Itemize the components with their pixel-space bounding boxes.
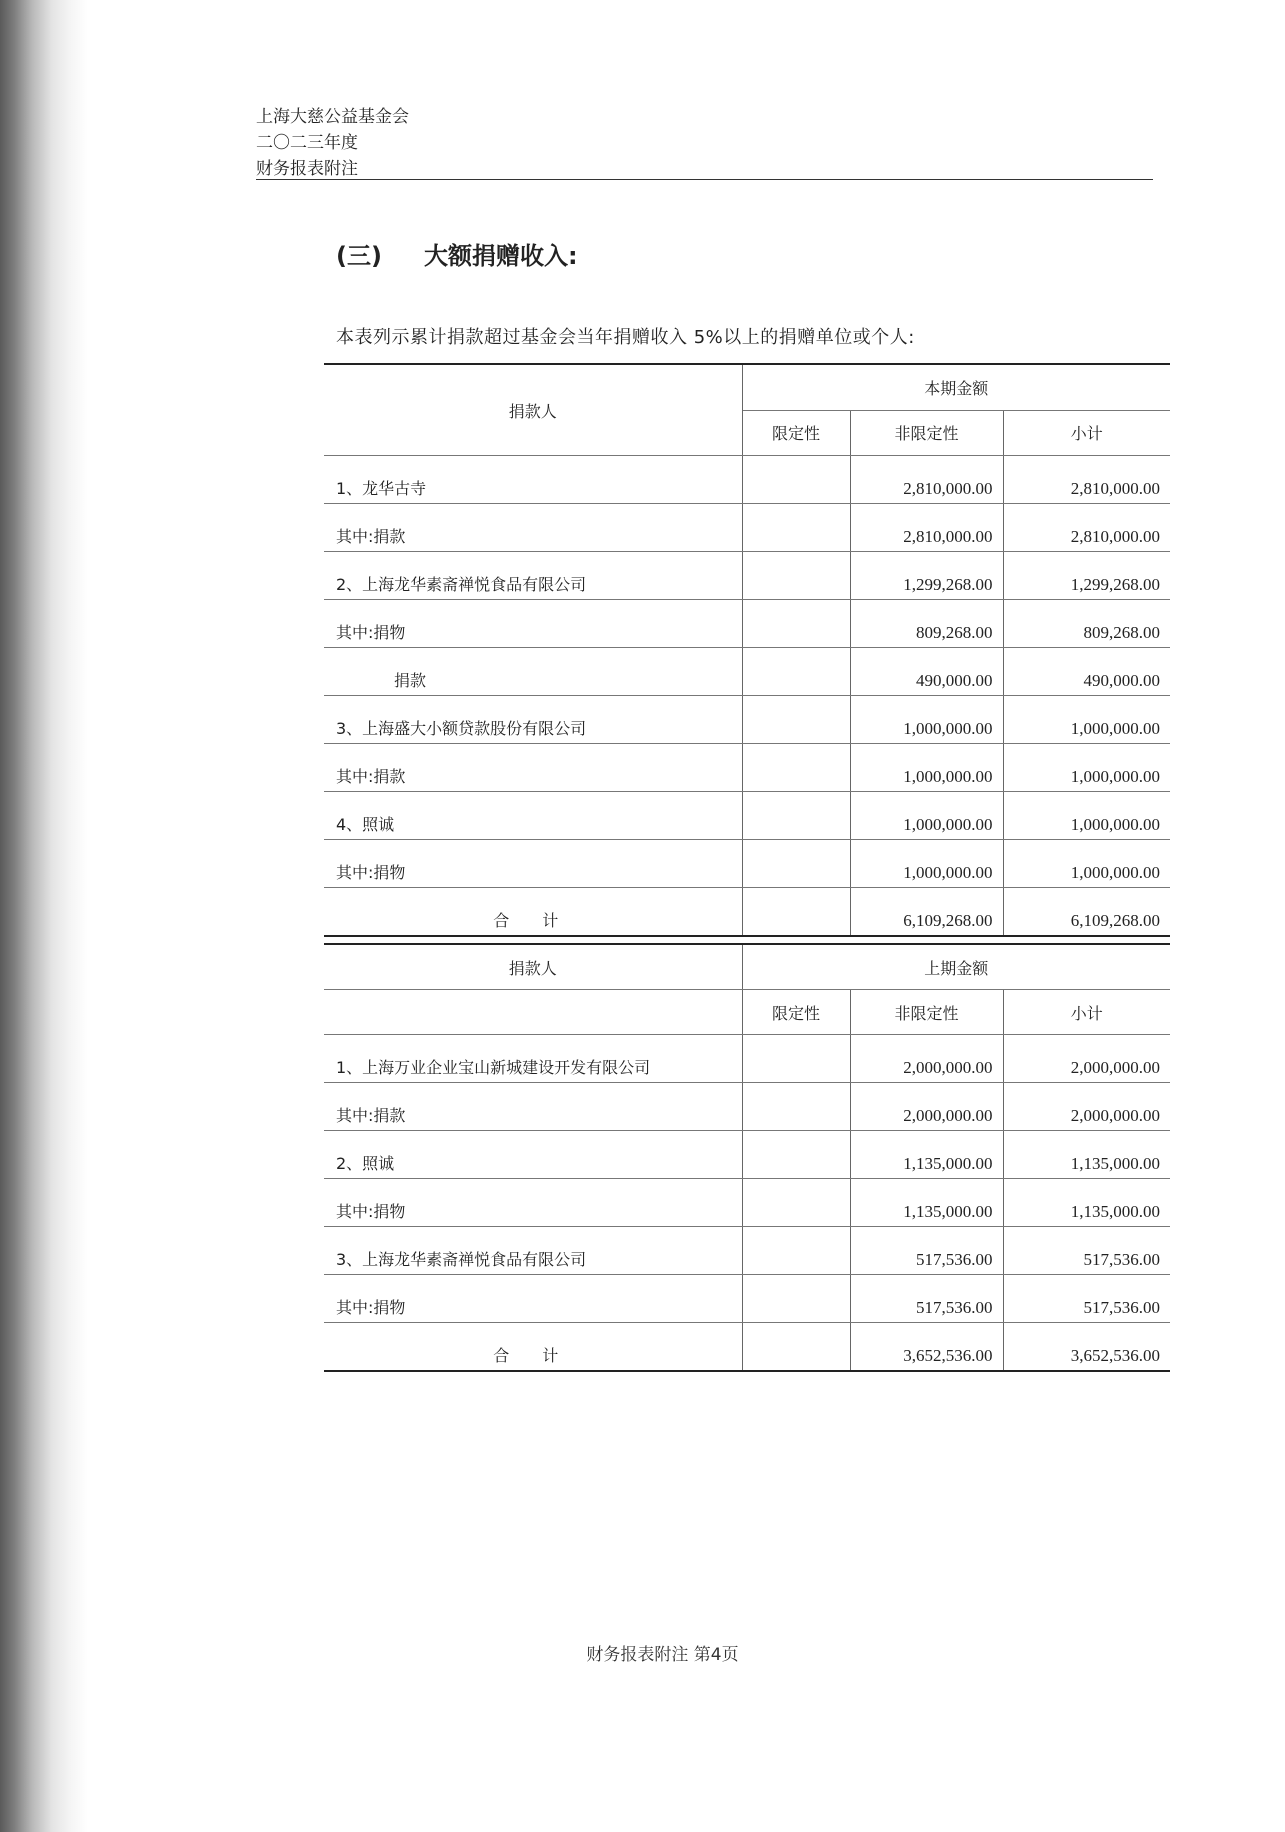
restricted-amount <box>742 1323 850 1372</box>
restricted-amount <box>742 648 850 696</box>
donor-name: 其中:捐款 <box>324 744 742 792</box>
subtotal-amount: 809,268.00 <box>1003 600 1170 648</box>
scan-shadow <box>0 0 88 1832</box>
table-row <box>324 1179 1170 1227</box>
donor-name: 3、上海龙华素斋禅悦食品有限公司 <box>324 1227 742 1275</box>
fiscal-year: 二〇二三年度 <box>256 133 358 153</box>
subtotal-amount: 2,810,000.00 <box>1003 456 1170 504</box>
restricted-amount <box>742 792 850 840</box>
restricted-amount <box>742 696 850 744</box>
table-row <box>324 744 1170 792</box>
subtotal-column-header: 小计 <box>1003 990 1170 1035</box>
total-label: 合 计 <box>324 888 742 937</box>
section-heading: 大额捐赠收入: <box>424 242 578 270</box>
donor-name: 捐款 <box>324 648 742 696</box>
subtotal-amount: 2,000,000.00 <box>1003 1083 1170 1131</box>
blank-header-cell <box>324 990 742 1035</box>
subtotal-amount: 490,000.00 <box>1003 648 1170 696</box>
subtotal-amount: 2,810,000.00 <box>1003 504 1170 552</box>
subtotal-amount: 6,109,268.00 <box>1003 888 1170 937</box>
restricted-amount <box>742 1083 850 1131</box>
restricted-amount <box>742 1131 850 1179</box>
intro-text: 本表列示累计捐款超过基金会当年捐赠收入 5%以上的捐赠单位或个人: <box>336 327 915 348</box>
donor-name: 3、上海盛大小额贷款股份有限公司 <box>324 696 742 744</box>
unrestricted-amount: 809,268.00 <box>850 600 1003 648</box>
page-footer: 财务报表附注 第4页 <box>586 1645 739 1665</box>
subtotal-amount: 1,000,000.00 <box>1003 840 1170 888</box>
restricted-amount <box>742 1035 850 1083</box>
restricted-amount <box>742 840 850 888</box>
unrestricted-amount: 2,810,000.00 <box>850 504 1003 552</box>
unrestricted-amount: 1,299,268.00 <box>850 552 1003 600</box>
subtotal-amount: 1,000,000.00 <box>1003 744 1170 792</box>
total-label: 合 计 <box>324 1323 742 1372</box>
unrestricted-amount: 2,000,000.00 <box>850 1035 1003 1083</box>
donor-name: 其中:捐物 <box>324 840 742 888</box>
subtotal-amount: 1,000,000.00 <box>1003 696 1170 744</box>
unrestricted-column-header: 非限定性 <box>850 990 1003 1035</box>
donor-name: 1、龙华古寺 <box>324 456 742 504</box>
previous-donations-table <box>324 943 1170 1372</box>
unrestricted-amount: 517,536.00 <box>850 1275 1003 1323</box>
table-row <box>324 1275 1170 1323</box>
org-name: 上海大慈公益基金会 <box>256 107 409 127</box>
subtotal-amount: 517,536.00 <box>1003 1275 1170 1323</box>
table-row <box>324 1131 1170 1179</box>
subtotal-amount: 517,536.00 <box>1003 1227 1170 1275</box>
restricted-column-header: 限定性 <box>742 990 850 1035</box>
page-header <box>256 104 409 182</box>
header-divider <box>256 179 1153 180</box>
period-group-header: 上期金额 <box>742 944 1170 990</box>
table-row <box>324 792 1170 840</box>
restricted-column-header: 限定性 <box>742 410 850 456</box>
document-name: 财务报表附注 <box>256 159 358 179</box>
restricted-amount <box>742 1227 850 1275</box>
subtotal-amount: 1,135,000.00 <box>1003 1179 1170 1227</box>
subtotal-amount: 1,299,268.00 <box>1003 552 1170 600</box>
donor-name: 4、照诚 <box>324 792 742 840</box>
current-donations-table <box>324 363 1170 937</box>
restricted-amount <box>742 504 850 552</box>
table-subheader-row <box>324 990 1170 1035</box>
restricted-amount <box>742 1179 850 1227</box>
unrestricted-amount: 1,135,000.00 <box>850 1179 1003 1227</box>
period-group-header: 本期金额 <box>742 364 1170 410</box>
unrestricted-amount: 1,000,000.00 <box>850 744 1003 792</box>
subtotal-amount: 2,000,000.00 <box>1003 1035 1170 1083</box>
unrestricted-amount: 1,000,000.00 <box>850 696 1003 744</box>
table-row <box>324 600 1170 648</box>
subtotal-amount: 1,135,000.00 <box>1003 1131 1170 1179</box>
unrestricted-amount: 1,000,000.00 <box>850 840 1003 888</box>
total-row <box>324 1323 1170 1372</box>
subtotal-amount: 1,000,000.00 <box>1003 792 1170 840</box>
donor-name: 2、照诚 <box>324 1131 742 1179</box>
table-row <box>324 840 1170 888</box>
donor-name: 其中:捐物 <box>324 1179 742 1227</box>
table-row <box>324 1083 1170 1131</box>
donor-name: 其中:捐款 <box>324 1083 742 1131</box>
table-row <box>324 648 1170 696</box>
restricted-amount <box>742 888 850 937</box>
donor-name: 其中:捐物 <box>324 600 742 648</box>
unrestricted-amount: 1,000,000.00 <box>850 792 1003 840</box>
table-row <box>324 1035 1170 1083</box>
restricted-amount <box>742 1275 850 1323</box>
donor-name: 1、上海万业企业宝山新城建设开发有限公司 <box>324 1035 742 1083</box>
unrestricted-column-header: 非限定性 <box>850 410 1003 456</box>
restricted-amount <box>742 456 850 504</box>
unrestricted-amount: 1,135,000.00 <box>850 1131 1003 1179</box>
table-row <box>324 696 1170 744</box>
unrestricted-amount: 3,652,536.00 <box>850 1323 1003 1372</box>
unrestricted-amount: 2,000,000.00 <box>850 1083 1003 1131</box>
restricted-amount <box>742 552 850 600</box>
unrestricted-amount: 6,109,268.00 <box>850 888 1003 937</box>
restricted-amount <box>742 600 850 648</box>
donor-name: 2、上海龙华素斋禅悦食品有限公司 <box>324 552 742 600</box>
table-row <box>324 1227 1170 1275</box>
unrestricted-amount: 2,810,000.00 <box>850 456 1003 504</box>
donor-name: 其中:捐物 <box>324 1275 742 1323</box>
donor-column-header: 捐款人 <box>324 364 742 456</box>
table-row <box>324 504 1170 552</box>
subtotal-amount: 3,652,536.00 <box>1003 1323 1170 1372</box>
restricted-amount <box>742 744 850 792</box>
donor-column-header: 捐款人 <box>324 944 742 990</box>
unrestricted-amount: 490,000.00 <box>850 648 1003 696</box>
donor-name: 其中:捐款 <box>324 504 742 552</box>
section-number: (三) <box>336 242 382 270</box>
unrestricted-amount: 517,536.00 <box>850 1227 1003 1275</box>
table-row <box>324 552 1170 600</box>
subtotal-column-header: 小计 <box>1003 410 1170 456</box>
section-title <box>336 236 578 271</box>
total-row <box>324 888 1170 937</box>
table-row <box>324 456 1170 504</box>
table-header-row <box>324 364 1170 410</box>
table-header-row <box>324 944 1170 990</box>
